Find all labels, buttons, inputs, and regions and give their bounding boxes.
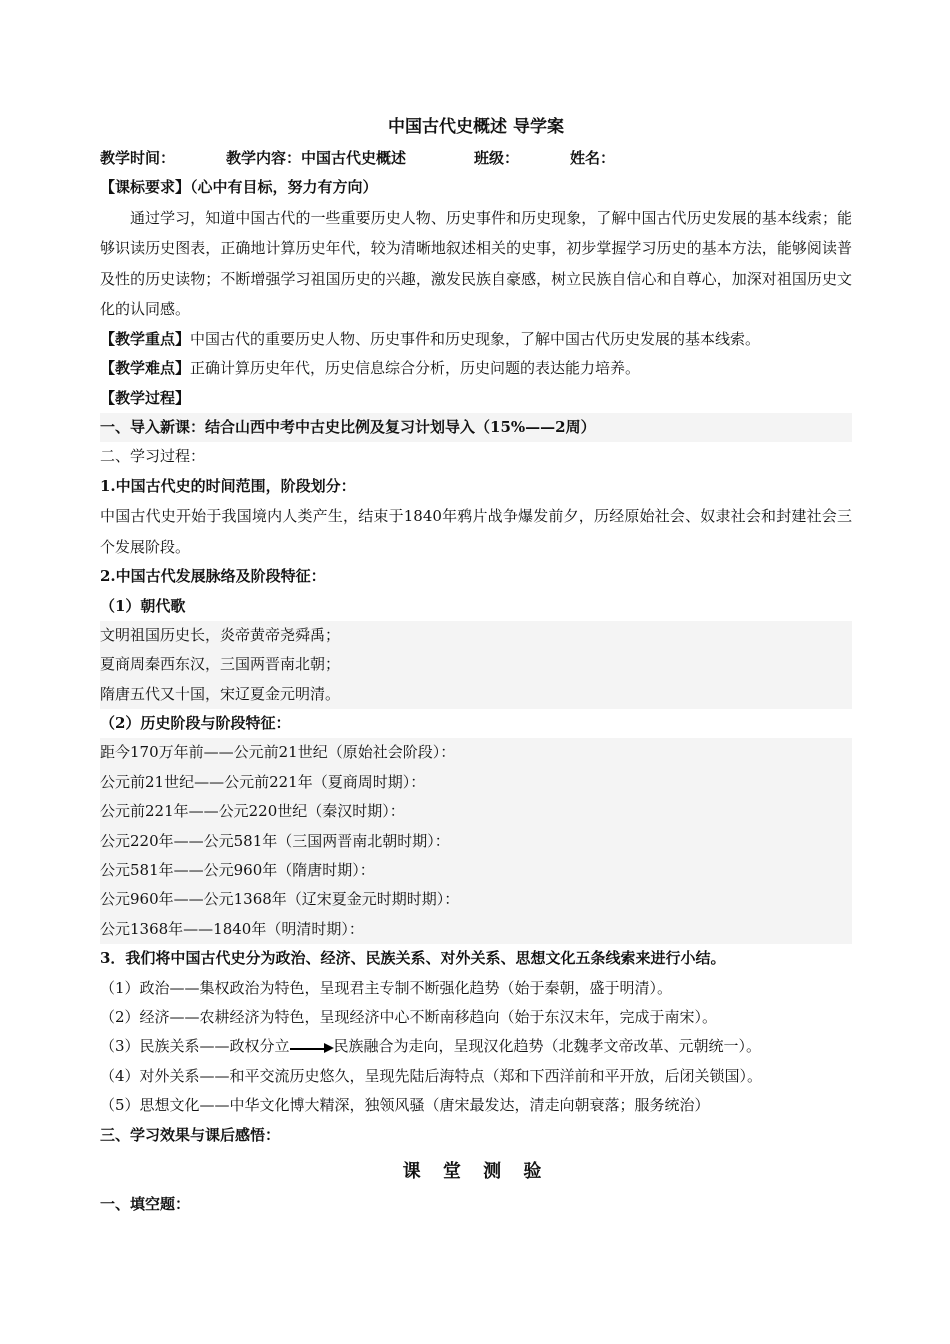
clue-item-culture: （5）思想文化——中华文化博大精深，独领风骚（唐宋最发达，清走向朝衰落；服务统治） bbox=[100, 1096, 710, 1115]
s1-heading: 1.中国古代史的时间范围，阶段划分： bbox=[100, 476, 356, 495]
song-line: 夏商周秦西东汉，三国两晋南北朝； bbox=[100, 655, 341, 674]
difficulty-heading: 【教学难点】 bbox=[100, 359, 191, 378]
meta-row bbox=[100, 144, 852, 173]
clue-item-politics: （1）政治——集权政治为特色，呈现君主专制不断强化趋势（始于秦朝，盛于明清）。 bbox=[100, 978, 673, 997]
stage-line: 公元581年——公元960年（隋唐时期）： bbox=[100, 861, 375, 880]
ethnic-text-b: 民族融合为走向，呈现汉化趋势（北魏孝文帝改革、元朝统一）。 bbox=[333, 1037, 762, 1056]
curriculum-heading: 【课标要求】 bbox=[100, 178, 191, 197]
learning-heading: 二、学习过程： bbox=[100, 447, 206, 466]
stage-line: 公元960年——公元1368年（辽宋夏金元时期时期）： bbox=[100, 890, 460, 909]
stage-line: 公元220年——公元581年（三国两晋南北朝时期）： bbox=[100, 831, 450, 850]
name-field: 姓名： bbox=[570, 149, 616, 167]
key-point-text: 中国古代的重要历史人物、历史事件和历史现象，了解中国古代历史发展的基本线索。 bbox=[190, 329, 761, 348]
curriculum-note: （心中有目标，努力有方向） bbox=[190, 178, 378, 197]
difficulty-text: 正确计算历史年代，历史信息综合分析，历史问题的表达能力培养。 bbox=[190, 359, 641, 378]
quiz-question-heading: 一、填空题： bbox=[100, 1194, 191, 1213]
teaching-time: 教学时间： bbox=[100, 149, 176, 167]
difficulty-row bbox=[100, 354, 852, 383]
curriculum-paragraph: 通过学习，知道中国古代的一些重要历史人物、历史事件和历史现象，了解中国古代历史发展的基本线索；能够识读历史图表，正确地计算历史年代，较为清晰地叙述相关的史事，初步掌握学习历史的基本方法，能够阅读普及性的历史读物；不断增强学习祖国历史的兴趣，激发民族自豪感，树立民族自信心和自尊心，加深对祖国历史文化的认同感。 bbox=[100, 208, 852, 319]
arrow-right-icon bbox=[290, 1042, 334, 1052]
key-point-row bbox=[100, 325, 852, 354]
clue-item-economy: （2）经济——农耕经济为特色，呈现经济中心不断南移趋向（始于东汉末年，完成于南宋）。 bbox=[100, 1007, 718, 1026]
stage-line: 公元前221年——公元220世纪（秦汉时期）： bbox=[100, 802, 405, 821]
stages-heading: （2）历史阶段与阶段特征： bbox=[100, 714, 291, 733]
stages-block bbox=[100, 738, 852, 944]
s2-heading: 2.中国古代发展脉络及阶段特征： bbox=[100, 567, 326, 586]
clue-item-ethnic bbox=[100, 1032, 852, 1061]
quiz-title: 课 堂 测 验 bbox=[402, 1160, 550, 1182]
curriculum-heading-row bbox=[100, 173, 852, 202]
process-heading: 【教学过程】 bbox=[100, 388, 191, 407]
document-title: 中国古代史概述 导学案 bbox=[388, 117, 564, 137]
document-page bbox=[100, 110, 852, 1219]
clue-item-foreign: （4）对外关系——和平交流历史悠久，呈现先陆后海特点（郑和下西洋前和平开放，后闭关锁国）。 bbox=[100, 1066, 763, 1085]
teaching-content: 教学内容：中国古代史概述 bbox=[226, 149, 407, 167]
class-field: 班级： bbox=[474, 149, 520, 167]
s1-text: 中国古代史开始于我国境内人类产生，结束于1840年鸦片战争爆发前夕，历经原始社会、奴隶社会和封建社会三个发展阶段。 bbox=[100, 507, 852, 556]
song-block bbox=[100, 621, 852, 709]
reflection-heading: 三、学习效果与课后感悟： bbox=[100, 1125, 281, 1144]
song-line: 隋唐五代又十国，宋辽夏金元明清。 bbox=[100, 684, 341, 703]
song-line: 文明祖国历史长，炎帝黄帝尧舜禹； bbox=[100, 625, 341, 644]
song-heading: （1）朝代歌 bbox=[100, 596, 186, 615]
s3-heading: 3．我们将中国古代史分为政治、经济、民族关系、对外关系、思想文化五条线索来进行小结。 bbox=[100, 949, 726, 968]
stage-line: 公元1368年——1840年（明清时期）： bbox=[100, 919, 364, 938]
stage-line: 距今170万年前——公元前21世纪（原始社会阶段）： bbox=[100, 743, 456, 762]
intro-heading: 一、导入新课：结合山西中考中古史比例及复习计划导入（15%——2周） bbox=[100, 413, 852, 442]
ethnic-text-a: （3）民族关系——政权分立 bbox=[100, 1037, 290, 1056]
stage-line: 公元前21世纪——公元前221年（夏商周时期）： bbox=[100, 772, 426, 791]
key-point-heading: 【教学重点】 bbox=[100, 329, 191, 348]
